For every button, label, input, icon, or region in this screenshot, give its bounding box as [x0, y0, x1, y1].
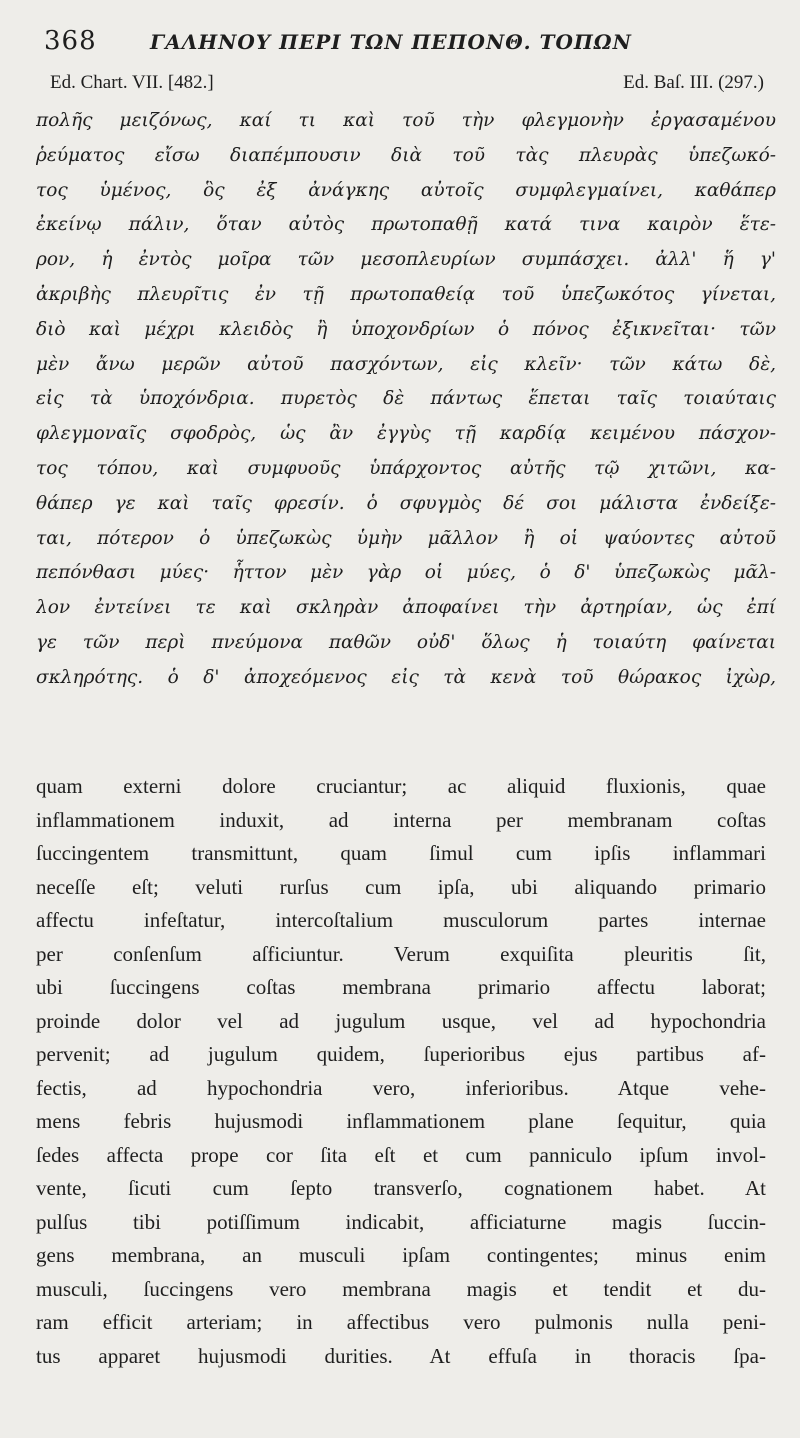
latin-line: quam externi dolore cruciantur; ac aliquid fluxionis, quae: [36, 774, 766, 798]
page-number: 368: [44, 26, 97, 56]
latin-line: musculi, ſuccingens vero membrana magis et tendit et du-: [36, 1276, 766, 1301]
latin-line: mens febris hujusmodi inflammationem plane ſequitur, quia: [36, 1109, 766, 1133]
greek-line: εἰς τὰ ὑποχόνδρια. πυρετὸς δὲ πάντως ἕπεται ταῖς τοιαύταις: [36, 388, 776, 410]
latin-line: ſuccingentem transmittunt, quam ſimul cum ipſis inflammari: [36, 841, 766, 865]
page-header: [44, 26, 730, 62]
latin-line: ubi ſuccingens coſtas membrana primario affectu laborat;: [36, 975, 766, 999]
latin-line: affectu infeſtatur, intercoſtalium musculorum partes internae: [36, 908, 766, 932]
greek-line: σκληρότης. ὁ δ' ἀποχεόμενος εἰς τὰ κενὰ τοῦ θώρακος ἰχὼρ,: [36, 666, 776, 688]
running-title: ΓΑΛΗΝΟΥ ΠΕΡΙ ΤΩΝ ΠΕΠΟΝΘ. ΤΟΠΩΝ: [150, 30, 632, 54]
latin-line: per conſenſum aſficiuntur. Verum exquiſita pleuritis ſit,: [36, 941, 766, 966]
greek-line: τος τόπου, καὶ συμφυοῦς ὑπάρχοντος αὐτῆς τῷ χιτῶνι, κα-: [36, 457, 776, 479]
greek-line: γε τῶν περὶ πνεύμονα παθῶν οὐδ' ὅλως ἡ τοιαύτη φαίνεται: [36, 631, 776, 653]
greek-line: ται, πότερον ὁ ὑπεζωκὼς ὑμὴν μᾶλλον ἢ οἱ ψαύοντες αὐτοῦ: [36, 527, 776, 549]
greek-line: ἐκείνῳ πάλιν, ὅταν αὐτὸς πρωτοπαθῇ κατά τινα καιρὸν ἕτε-: [36, 214, 776, 236]
latin-line: pervenit; ad jugulum quidem, ſuperioribus ejus partibus af-: [36, 1042, 766, 1066]
edition-reference-chartier: Ed. Chart. VII. [482.]: [50, 72, 214, 93]
greek-line: διὸ καὶ μέχρι κλειδὸς ἢ ὑποχονδρίων ὁ πόνος ἐξικνεῖται· τῶν: [36, 318, 776, 340]
greek-line: ῥεύματος εἴσω διαπέμπουσιν διὰ τοῦ τὰς πλευρὰς ὑπεζωκό-: [36, 144, 776, 166]
latin-line: gens membrana, an musculi ipſam contingentes; minus enim: [36, 1243, 766, 1267]
greek-line: τος ὑμένος, ὃς ἐξ ἀνάγκης αὐτοῖς συμφλεγμαίνει, καθάπερ: [36, 179, 776, 201]
edition-reference-basel: Ed. Baſ. III. (297.): [623, 72, 764, 93]
latin-line: fectis, ad hypochondria vero, inferioribus. Atque vehe-: [36, 1075, 766, 1100]
edition-reference-line: [50, 72, 764, 102]
latin-line: neceſſe eſt; veluti rurſus cum ipſa, ubi aliquando primario: [36, 874, 766, 899]
latin-line: pulſus tibi potiſſimum indicabit, afficiaturne magis ſuccin-: [36, 1209, 766, 1234]
latin-line: vente, ſicuti cum ſepto transverſo, cognationem habet. At: [36, 1176, 766, 1200]
latin-line: proinde dolor vel ad jugulum usque, vel ad hypochondria: [36, 1008, 766, 1033]
latin-line: ſedes affecta prope cor ſita eſt et cum panniculo ipſum invol-: [36, 1142, 766, 1167]
latin-line: ram efficit arteriam; in affectibus vero pulmonis nulla peni-: [36, 1310, 766, 1334]
greek-line: θάπερ γε καὶ ταῖς φρεσίν. ὁ σφυγμὸς δέ σοι μάλιστα ἐνδείξε-: [36, 492, 776, 514]
latin-line: inflammationem induxit, ad interna per membranam coſtas: [36, 807, 766, 832]
greek-line: πεπόνθασι μύες· ἧττον μὲν γὰρ οἱ μύες, ὁ δ' ὑπεζωκὼς μᾶλ-: [36, 562, 776, 584]
greek-line: λον ἐντείνει τε καὶ σκληρὰν ἀποφαίνει τὴν ἀρτηρίαν, ὡς ἐπί: [36, 597, 776, 619]
greek-line: μὲν ἄνω μερῶν αὐτοῦ πασχόντων, εἰς κλεῖν· τῶν κάτω δὲ,: [36, 353, 776, 375]
greek-line: ἀκριβὴς πλευρῖτις ἐν τῇ πρωτοπαθείᾳ τοῦ ὑπεζωκότος γίνεται,: [36, 283, 776, 305]
greek-line: ρον, ἡ ἐντὸς μοῖρα τῶν μεσοπλευρίων συμπάσχει. ἀλλ' ἥ γ': [36, 249, 776, 271]
latin-line: tus apparet hujusmodi durities. At effuſa in thoracis ſpa-: [36, 1343, 766, 1368]
latin-text-block: [36, 770, 766, 1373]
greek-line: πολῆς μειζόνως, καί τι καὶ τοῦ τὴν φλεγμονὴν ἐργασαμένου: [36, 110, 776, 131]
greek-line: φλεγμοναῖς σφοδρὸς, ὡς ἂν ἐγγὺς τῇ καρδίᾳ κειμένου πάσχον-: [36, 423, 776, 445]
greek-text-block: [36, 104, 776, 696]
